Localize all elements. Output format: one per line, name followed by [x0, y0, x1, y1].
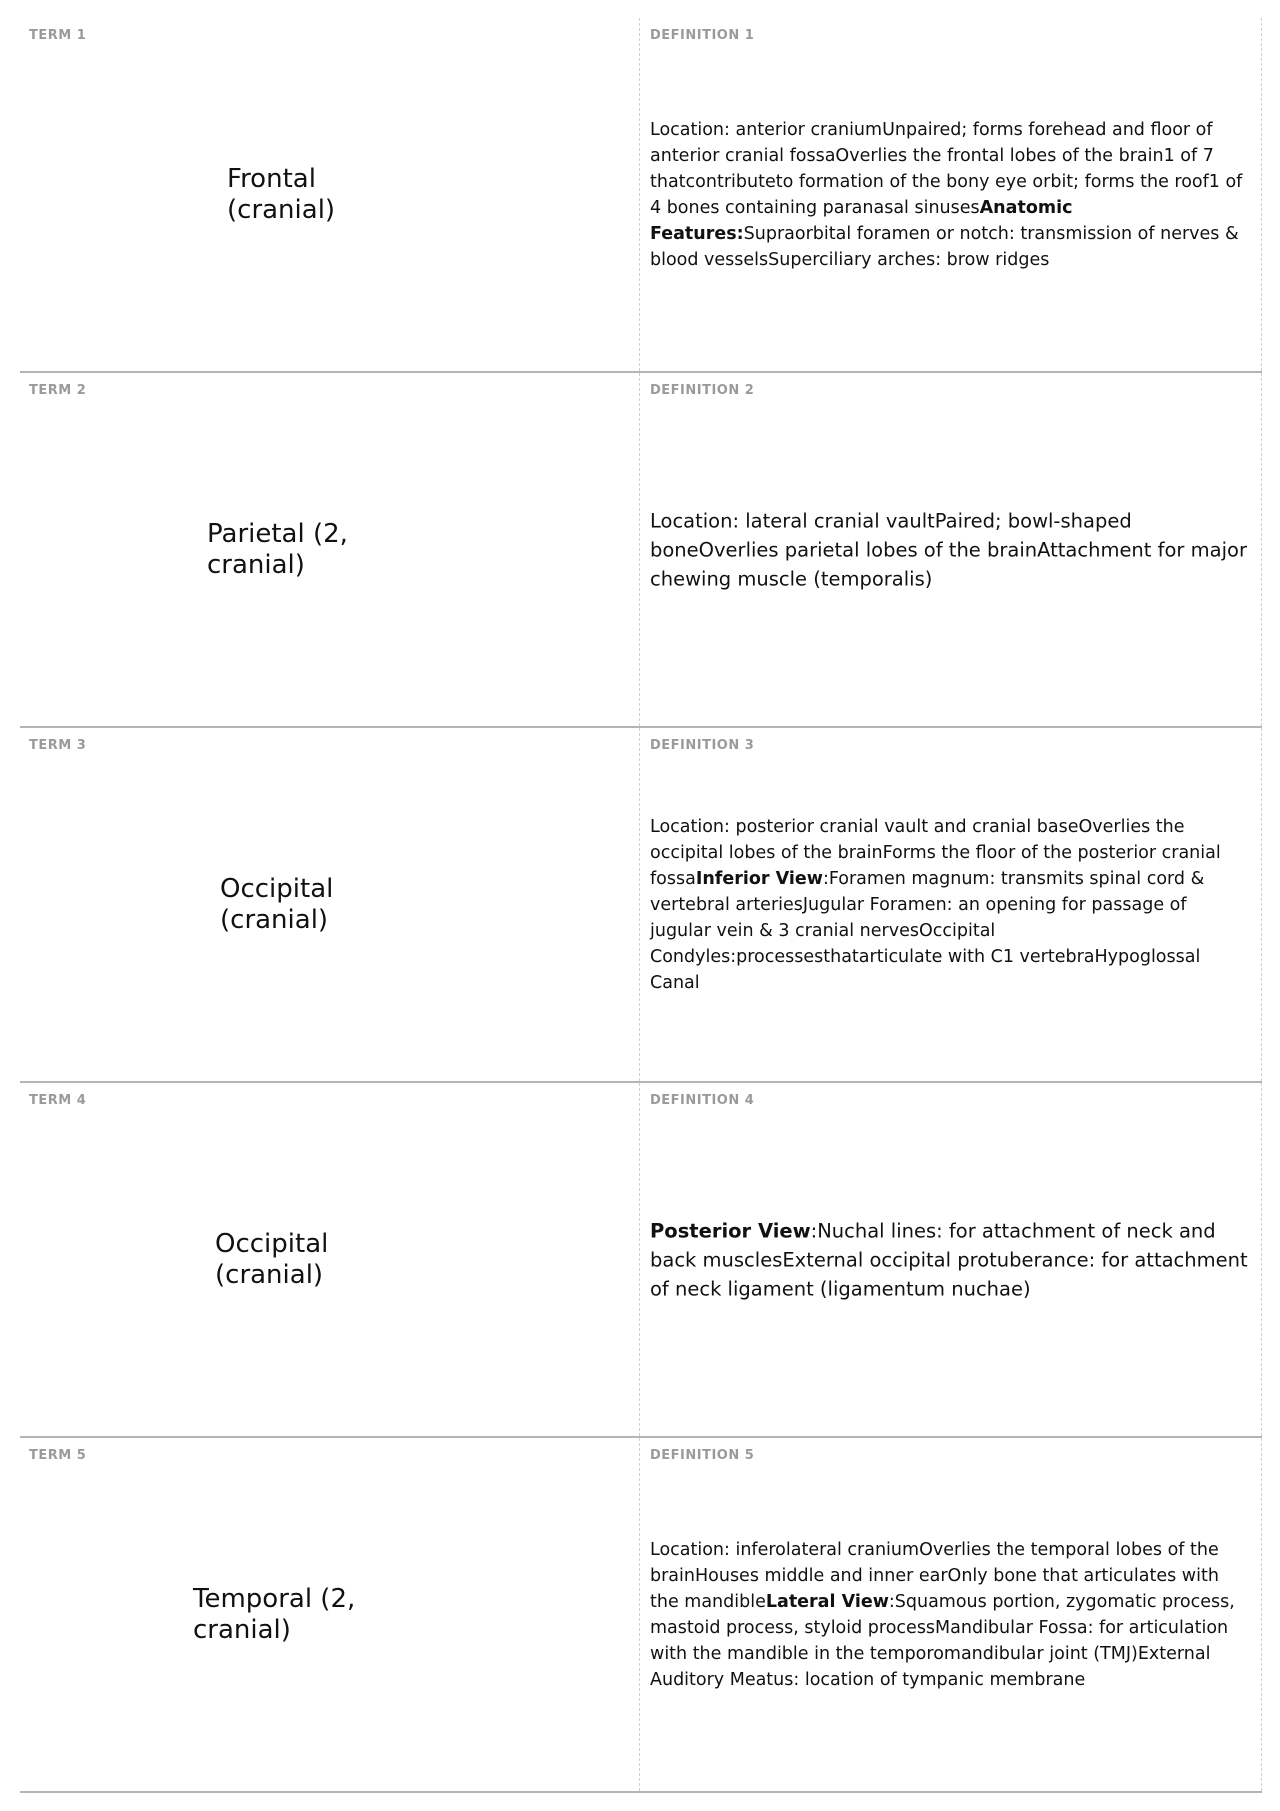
definition-heading: Anatomic Features: — [650, 197, 1073, 244]
term-label: TERM 5 — [29, 1448, 87, 1463]
card-row-2 — [20, 373, 1262, 728]
card-row-5 — [20, 1438, 1262, 1793]
term-label: TERM 3 — [29, 738, 87, 753]
definition-segment: Location: anterior craniumUnpaired; forms forehead and floor of anterior cranial fossaOverlies the frontal lobes of the brain1 of 7 thatcontributeto formation of the bony eye orbit; forms the roof1 of 4 bones containing paranasal sinuses — [650, 119, 1243, 218]
definition-segment: Location: lateral cranial vaultPaired; bowl-shaped boneOverlies parietal lobes of the brainAttachment for major chewing muscle (temporalis) — [650, 509, 1247, 590]
definition-segment: :Squamous portion, zygomatic process, mastoid process, styloid processMandibular Fossa: for articulation with the mandible in the temporomandibular joint (TMJ)External Auditory Meatus: location of tympanic membrane — [650, 1591, 1235, 1690]
definition-cell-5 — [640, 1438, 1262, 1791]
definition-label: DEFINITION 5 — [650, 1448, 755, 1463]
definition-label: DEFINITION 1 — [650, 28, 755, 43]
definition-segment: Location: inferolateral craniumOverlies the temporal lobes of the brainHouses middle and inner earOnly bone that articulates with the mandible — [650, 1539, 1219, 1612]
term-cell-5 — [20, 1438, 640, 1791]
term-text: Parietal (2, cranial) — [207, 518, 348, 580]
term-cell-4 — [20, 1083, 640, 1436]
card-row-4 — [20, 1083, 1262, 1438]
definition-text — [650, 1216, 1251, 1303]
card-row-1 — [20, 18, 1262, 373]
term-text: Frontal (cranial) — [227, 163, 336, 225]
definition-text — [650, 1537, 1251, 1693]
term-cell-3 — [20, 728, 640, 1081]
definition-text — [650, 814, 1251, 996]
term-text: Temporal (2, cranial) — [193, 1583, 356, 1645]
term-cell-1 — [20, 18, 640, 371]
definition-heading: Posterior View — [650, 1219, 811, 1242]
definition-label: DEFINITION 4 — [650, 1093, 755, 1108]
definition-segment: :Foramen magnum: transmits spinal cord & vertebral arteriesJugular Foramen: an opening for passage of jugular vein & 3 cranial nervesOccipital Condyles:processesthatarticulate with C1 vertebraHypoglossal Canal — [650, 868, 1205, 993]
term-text: Occipital (cranial) — [215, 1228, 329, 1290]
definition-segment: Location: posterior cranial vault and cranial baseOverlies the occipital lobes of the brainForms the floor of the posterior cranial fossa — [650, 816, 1221, 889]
definition-segment: :Nuchal lines: for attachment of neck and back musclesExternal occipital protuberance: for attachment of neck ligament (ligamentum nuchae) — [650, 1219, 1248, 1300]
definition-cell-2 — [640, 373, 1262, 726]
definition-heading: Lateral View — [765, 1591, 889, 1612]
term-label: TERM 1 — [29, 28, 87, 43]
term-label: TERM 4 — [29, 1093, 87, 1108]
definition-text — [650, 117, 1251, 273]
definition-heading: Inferior View — [695, 868, 823, 889]
term-cell-2 — [20, 373, 640, 726]
definition-label: DEFINITION 2 — [650, 383, 755, 398]
definition-segment: Supraorbital foramen or notch: transmission of nerves & blood vesselsSuperciliary arches: brow ridges — [650, 223, 1239, 270]
definition-cell-1 — [640, 18, 1262, 371]
term-label: TERM 2 — [29, 383, 87, 398]
definition-cell-4 — [640, 1083, 1262, 1436]
definition-text — [650, 506, 1251, 593]
definition-label: DEFINITION 3 — [650, 738, 755, 753]
definition-cell-3 — [640, 728, 1262, 1081]
card-row-3 — [20, 728, 1262, 1083]
term-text: Occipital (cranial) — [220, 873, 334, 935]
flashcard-sheet — [20, 18, 1262, 1793]
